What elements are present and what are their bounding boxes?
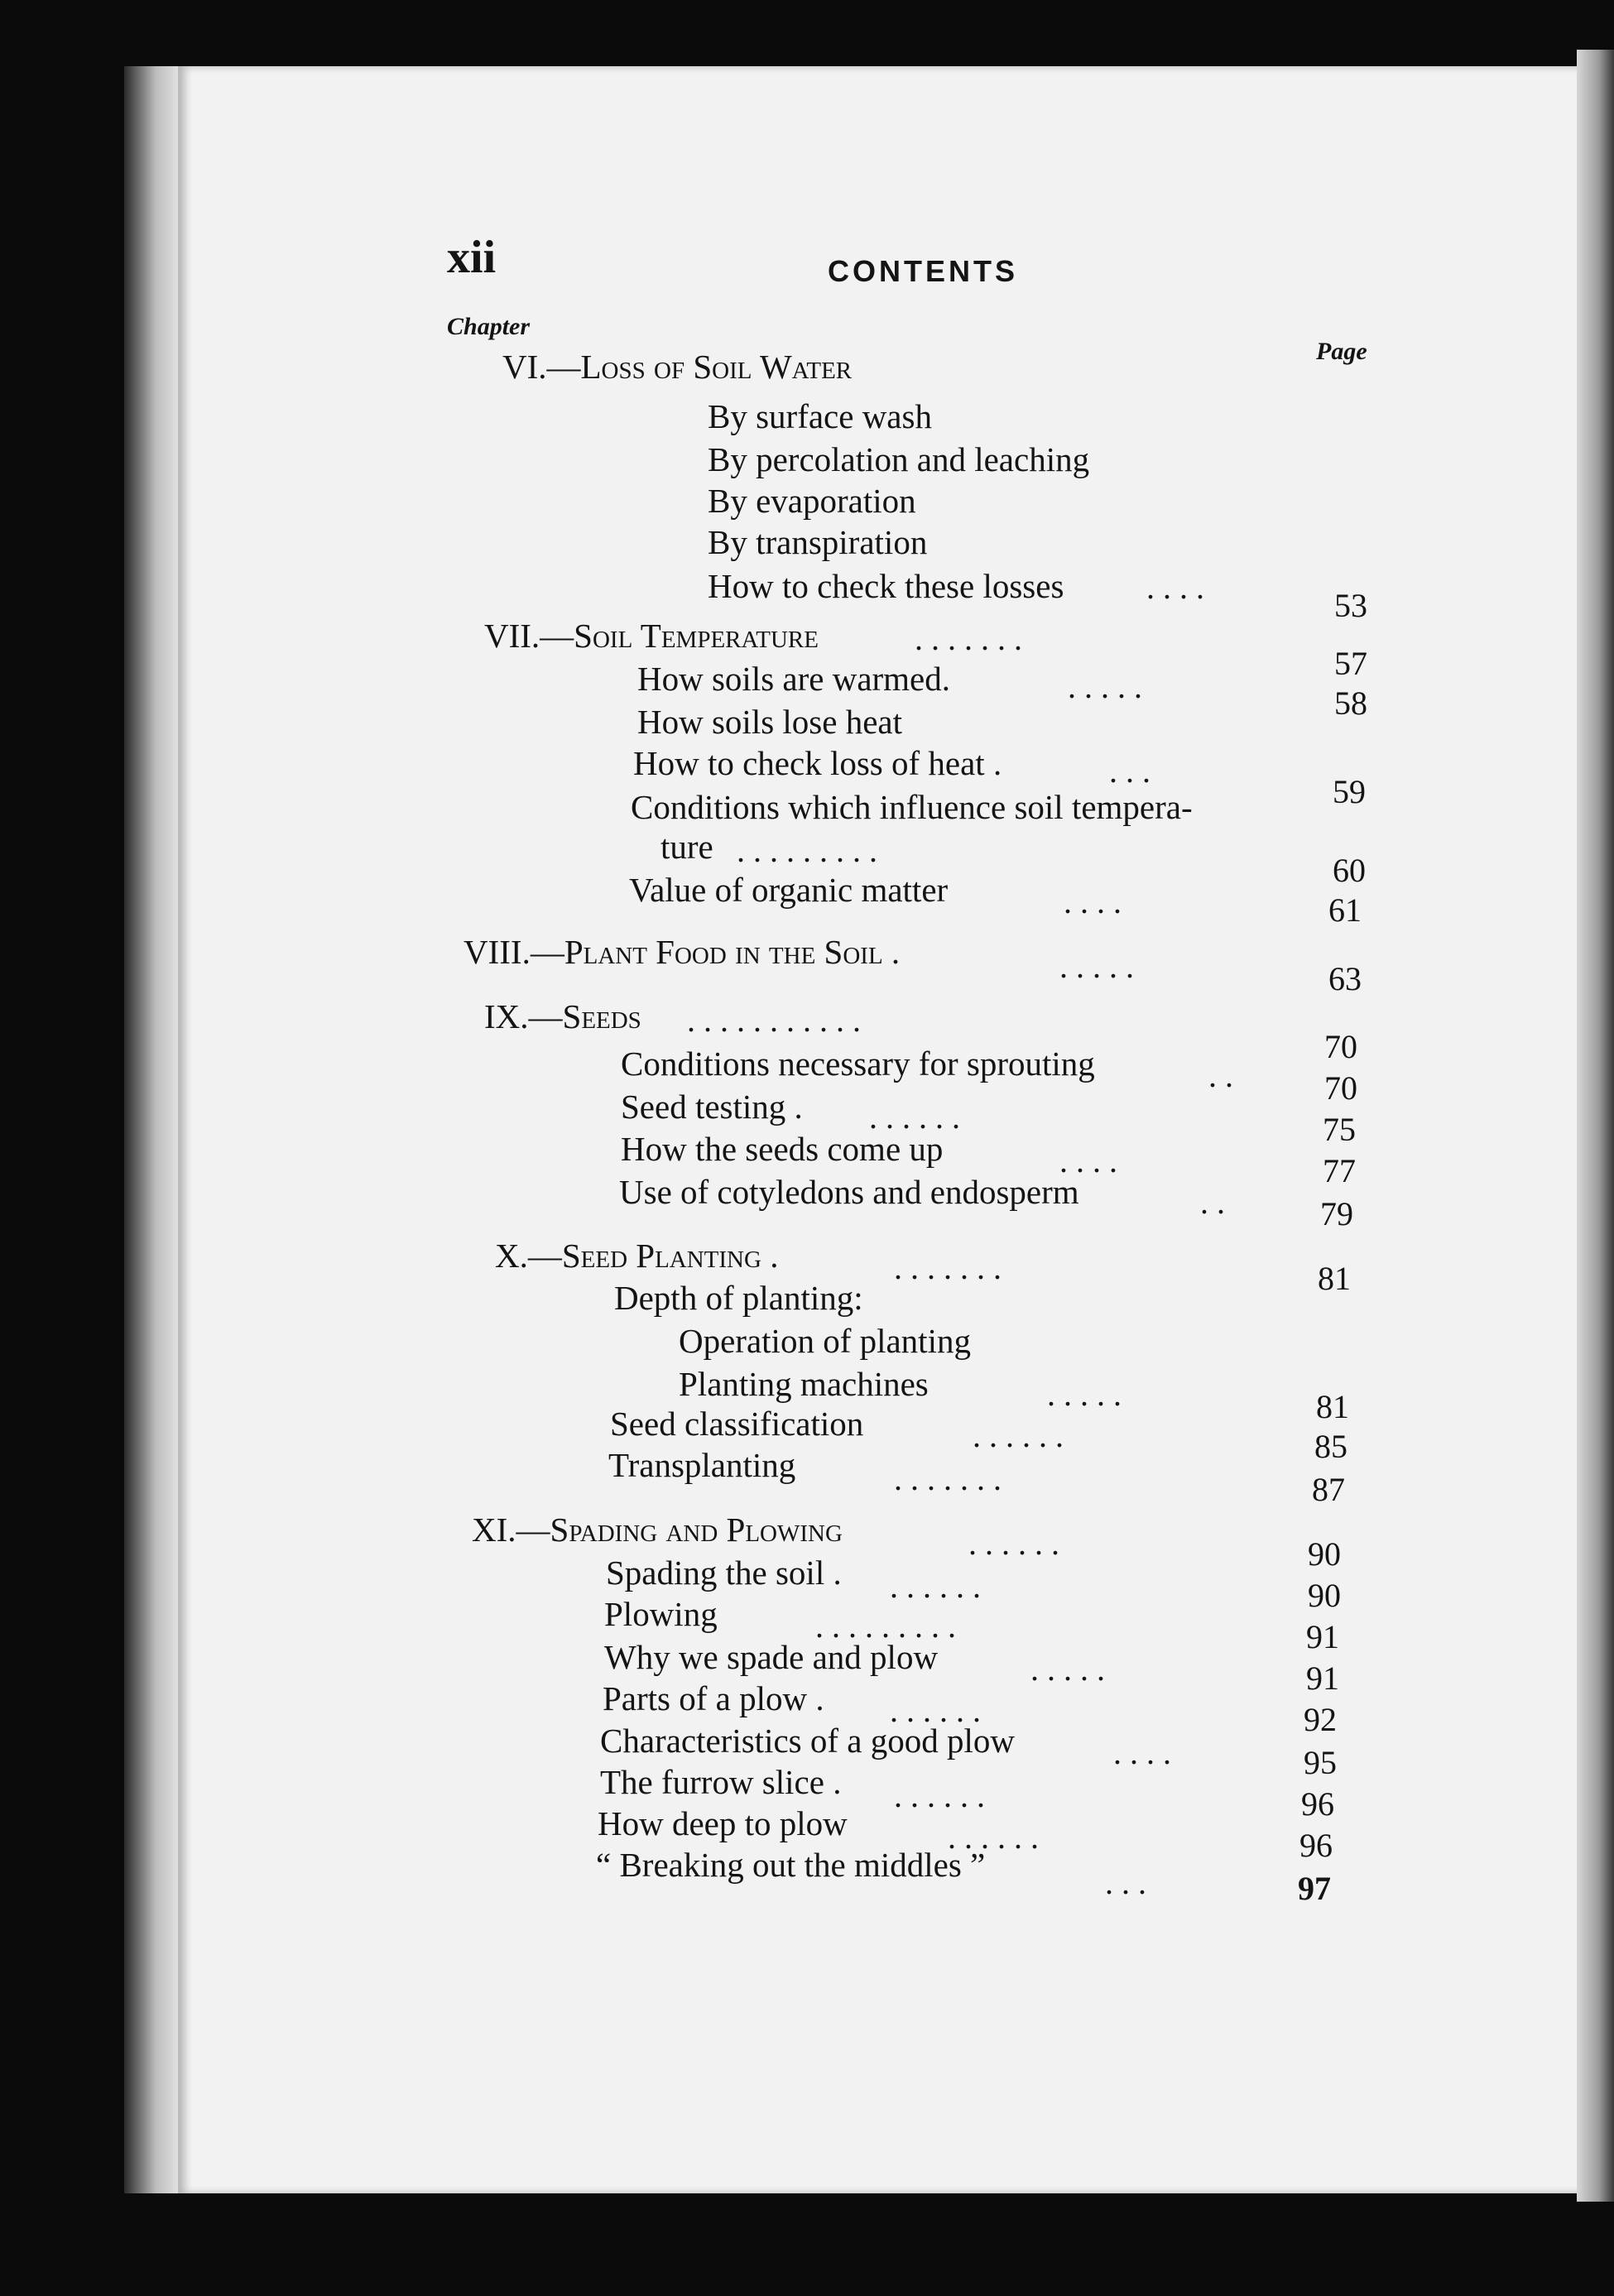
entry-page-number: 59 — [1333, 773, 1366, 810]
leader-dots: . . . . . . — [948, 1818, 1039, 1856]
contents-entry: How to check these losses — [708, 567, 1064, 605]
chapter-page-number: 57 — [1334, 645, 1367, 682]
contents-entry: Use of cotyledons and endosperm — [619, 1173, 1079, 1211]
contents-entry: Spading the soil . — [606, 1554, 842, 1592]
chapter-page-number: 70 — [1324, 1028, 1357, 1065]
contents-entry: The furrow slice . — [600, 1763, 842, 1801]
entry-page-number: 53 — [1334, 587, 1367, 624]
contents-entry: Seed testing . — [621, 1088, 803, 1126]
contents-entry: Value of organic matter — [629, 871, 949, 909]
contents-entry: Conditions which influence soil tempera- — [631, 788, 1193, 826]
contents-entry: How to check loss of heat . — [633, 744, 1002, 782]
leader-dots: . . . . — [1146, 569, 1204, 606]
contents-entry: How soils are warmed. — [637, 660, 951, 698]
chapter-title: IX.—Seeds — [484, 997, 641, 1035]
running-title: CONTENTS — [828, 254, 1018, 288]
page-column-heading: Page — [1316, 338, 1367, 365]
chapter-column-heading: Chapter — [447, 313, 531, 340]
leader-dots: . . . . . . . . . . . — [687, 1001, 861, 1039]
chapter-page-number: 63 — [1328, 960, 1362, 997]
entry-page-number: 95 — [1304, 1744, 1337, 1781]
entry-page-number: 61 — [1328, 891, 1362, 929]
entry-page-number: 91 — [1306, 1618, 1339, 1655]
chapter-title: X.—Seed Planting . — [495, 1237, 779, 1275]
contents-entry: How deep to plow — [598, 1804, 848, 1842]
contents-entry: Seed classification — [610, 1405, 864, 1443]
page-number: xii — [447, 232, 497, 283]
leader-dots: . . . . — [1064, 883, 1122, 920]
leader-dots: . . . . . . — [890, 1568, 981, 1605]
chapter-page-number: 90 — [1308, 1535, 1341, 1573]
contents-entry: ture — [660, 828, 713, 866]
contents-entry: By transpiration — [708, 523, 928, 561]
leader-dots: . . . . . . — [869, 1098, 960, 1136]
contents-entry: Characteristics of a good plow — [600, 1722, 1015, 1760]
leader-dots: . . . . . . — [973, 1417, 1064, 1454]
leader-dots: . . . . . . . — [915, 620, 1022, 657]
leader-dots: . . . . — [1113, 1734, 1171, 1771]
entry-page-number: 79 — [1320, 1195, 1353, 1232]
contents-entry: “ Breaking out the middles ” — [596, 1846, 986, 1884]
entry-page-number: 81 — [1316, 1388, 1349, 1425]
chapter-title: VII.—Soil Temperature — [484, 617, 819, 655]
leader-dots: . . . . . . — [890, 1692, 981, 1729]
leader-dots: . . . . . . . — [894, 1249, 1002, 1286]
entry-page-number: 97 — [1298, 1870, 1331, 1907]
leader-dots: . . — [1200, 1184, 1225, 1221]
entry-page-number: 58 — [1334, 684, 1367, 722]
leader-dots: . . . . . — [1068, 668, 1142, 705]
contents-entry: Conditions necessary for sprouting — [621, 1045, 1095, 1083]
leader-dots: . . . . . . . . . — [815, 1607, 956, 1645]
entry-page-number: 77 — [1323, 1152, 1356, 1189]
entry-page-number: 92 — [1304, 1701, 1337, 1738]
leader-dots: . . — [1208, 1057, 1233, 1094]
entry-page-number: 87 — [1312, 1471, 1345, 1508]
leader-dots: . . . . . — [1047, 1376, 1122, 1413]
chapter-title: XI.—Spading and Plowing — [472, 1511, 843, 1549]
contents-entry: How soils lose heat — [637, 703, 902, 741]
chapter-title: VIII.—Plant Food in the Soil . — [464, 933, 901, 971]
leader-dots: . . . . . . . . . — [737, 832, 877, 869]
contents-entry: By percolation and leaching — [708, 440, 1090, 478]
entry-page-number: 85 — [1314, 1428, 1347, 1465]
chapter-title: VI.—Loss of Soil Water — [502, 348, 853, 386]
leader-dots: . . . . . — [1059, 948, 1134, 985]
entry-page-number: 60 — [1333, 852, 1366, 889]
contents-entry: By evaporation — [708, 482, 916, 520]
contents-entry: Plowing — [604, 1595, 718, 1633]
contents-entry: How the seeds come up — [621, 1130, 944, 1168]
entry-page-number: 70 — [1324, 1069, 1357, 1107]
contents-entry: Depth of planting: — [614, 1279, 863, 1317]
leader-dots: . . . . . . — [894, 1777, 985, 1814]
contents-entry: Parts of a plow . — [603, 1679, 824, 1717]
leader-dots: . . . . . — [1030, 1650, 1105, 1688]
leader-dots: . . . . — [1059, 1142, 1117, 1179]
entry-page-number: 96 — [1301, 1785, 1334, 1823]
page-edge — [1577, 50, 1614, 2202]
book-binding — [124, 66, 182, 2193]
entry-page-number: 91 — [1306, 1660, 1339, 1697]
contents-entry: Why we spade and plow — [604, 1638, 939, 1676]
entry-page-number: 90 — [1308, 1577, 1341, 1614]
leader-dots: . . . . . . . — [894, 1460, 1002, 1497]
contents-entry: Transplanting — [608, 1446, 796, 1484]
entry-page-number: 96 — [1299, 1827, 1333, 1864]
contents-entry: Operation of planting — [679, 1322, 971, 1360]
entry-page-number: 75 — [1323, 1111, 1356, 1148]
chapter-page-number: 81 — [1318, 1260, 1351, 1297]
contents-entry: By surface wash — [708, 397, 932, 435]
contents-entry: Planting machines — [679, 1365, 929, 1403]
leader-dots: . . . . . . — [968, 1525, 1059, 1562]
leader-dots: . . . — [1109, 752, 1150, 790]
leader-dots: . . . — [1105, 1864, 1146, 1901]
